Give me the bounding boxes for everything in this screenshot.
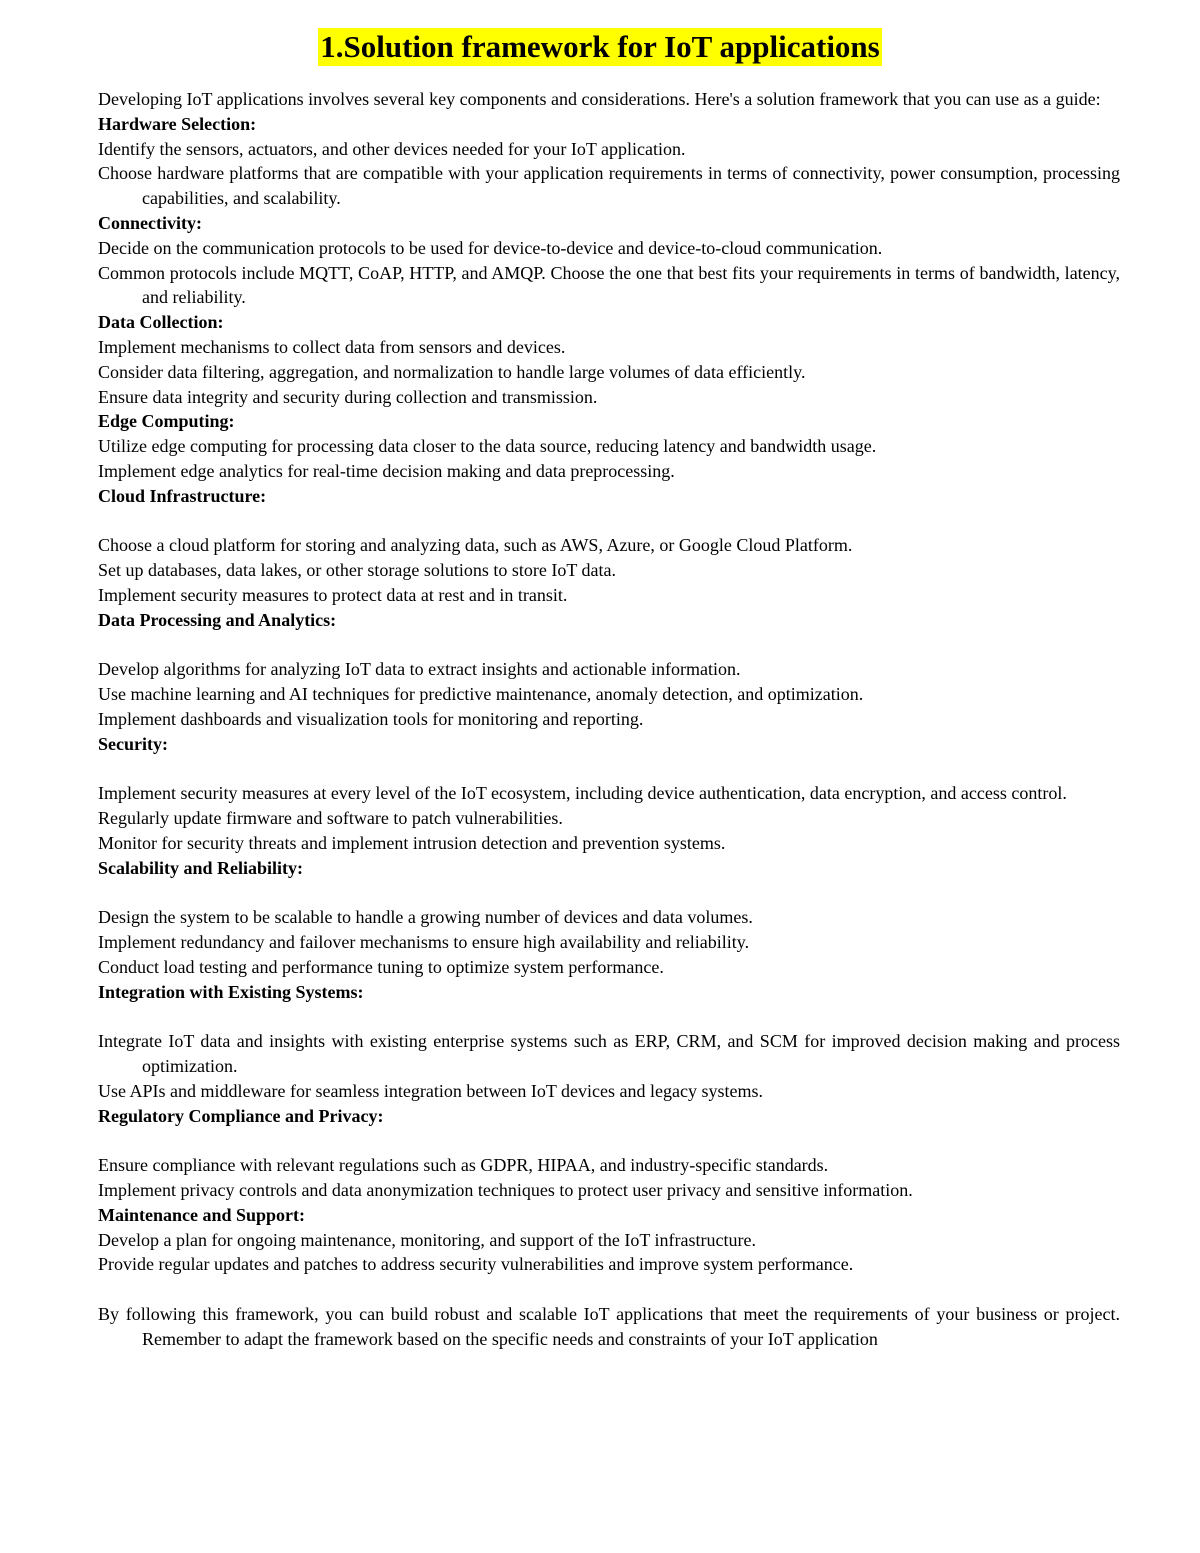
section-heading: Integration with Existing Systems: bbox=[98, 981, 364, 1002]
conclusion-paragraph: By following this framework, you can build robust and scalable IoT applications that meet the requirements of your business or project. Remember to adapt the framework based on the specific needs and constraints of your IoT application bbox=[98, 1304, 1120, 1349]
document-body bbox=[98, 87, 1120, 1352]
section-line: Regularly update firmware and software to patch vulnerabilities. bbox=[98, 808, 563, 829]
blank-line bbox=[98, 633, 1120, 658]
section-line: Design the system to be scalable to handle a growing number of devices and data volumes. bbox=[98, 907, 753, 928]
section-heading: Regulatory Compliance and Privacy: bbox=[98, 1105, 384, 1126]
section-line: Integrate IoT data and insights with existing enterprise systems such as ERP, CRM, and SCM for improved decision making and process optimization. bbox=[98, 1031, 1120, 1077]
section-line: Identify the sensors, actuators, and other devices needed for your IoT application. bbox=[98, 138, 686, 159]
section-line: Implement security measures at every level of the IoT ecosystem, including device authentication, data encryption, and access control. bbox=[98, 783, 1067, 804]
section-heading: Data Processing and Analytics: bbox=[98, 609, 337, 630]
section-line: Implement edge analytics for real-time decision making and data preprocessing. bbox=[98, 460, 675, 481]
blank-line bbox=[98, 1004, 1120, 1029]
section-heading: Connectivity: bbox=[98, 212, 202, 233]
section-line: Conduct load testing and performance tuning to optimize system performance. bbox=[98, 956, 664, 977]
section-line: Choose a cloud platform for storing and analyzing data, such as AWS, Azure, or Google Cloud Platform. bbox=[98, 535, 853, 556]
section-line: Provide regular updates and patches to address security vulnerabilities and improve system performance. bbox=[98, 1254, 854, 1275]
section-line: Implement dashboards and visualization tools for monitoring and reporting. bbox=[98, 708, 644, 729]
section-line: Implement security measures to protect data at rest and in transit. bbox=[98, 584, 568, 605]
section-heading: Edge Computing: bbox=[98, 411, 235, 432]
section-heading: Hardware Selection: bbox=[98, 113, 257, 134]
page-title-container bbox=[0, 28, 1200, 66]
blank-line bbox=[98, 509, 1120, 534]
section-line: Implement redundancy and failover mechanisms to ensure high availability and reliability. bbox=[98, 932, 750, 953]
section-line: Set up databases, data lakes, or other storage solutions to store IoT data. bbox=[98, 560, 617, 581]
section-line: Use machine learning and AI techniques for predictive maintenance, anomaly detection, and optimization. bbox=[98, 684, 864, 705]
section-heading: Scalability and Reliability: bbox=[98, 857, 304, 878]
section-line: Ensure compliance with relevant regulations such as GDPR, HIPAA, and industry-specific standards. bbox=[98, 1155, 829, 1176]
section-heading: Data Collection: bbox=[98, 312, 224, 333]
section-line: Implement privacy controls and data anonymization techniques to protect user privacy and sensitive information. bbox=[98, 1180, 913, 1201]
blank-line bbox=[98, 881, 1120, 906]
section-line: Monitor for security threats and implement intrusion detection and prevention systems. bbox=[98, 832, 726, 853]
sections-container bbox=[98, 112, 1120, 1277]
section-line: Use APIs and middleware for seamless integration between IoT devices and legacy systems. bbox=[98, 1080, 763, 1101]
section-line: Common protocols include MQTT, CoAP, HTTP, and AMQP. Choose the one that best fits your requirements in terms of bandwidth, latency, and reliability. bbox=[98, 262, 1120, 308]
section-line: Choose hardware platforms that are compatible with your application requirements in terms of connectivity, power consumption, processing capabilities, and scalability. bbox=[98, 163, 1120, 209]
page-title: 1.Solution framework for IoT applications bbox=[320, 29, 880, 64]
section-heading: Cloud Infrastructure: bbox=[98, 485, 267, 506]
section-line: Decide on the communication protocols to be used for device-to-device and device-to-cloud communication. bbox=[98, 237, 883, 258]
blank-line bbox=[98, 757, 1120, 782]
intro-paragraph: Developing IoT applications involves several key components and considerations. Here's a solution framework that you can use as a guide: bbox=[98, 89, 1101, 109]
section-line: Implement mechanisms to collect data from sensors and devices. bbox=[98, 336, 566, 357]
section-line: Consider data filtering, aggregation, and normalization to handle large volumes of data efficiently. bbox=[98, 361, 806, 382]
section-line: Develop algorithms for analyzing IoT data to extract insights and actionable information. bbox=[98, 659, 741, 680]
section-line: Utilize edge computing for processing data closer to the data source, reducing latency and bandwidth usage. bbox=[98, 436, 877, 457]
section-line: Ensure data integrity and security during collection and transmission. bbox=[98, 386, 598, 407]
section-line: Develop a plan for ongoing maintenance, monitoring, and support of the IoT infrastructure. bbox=[98, 1229, 756, 1250]
section-heading: Maintenance and Support: bbox=[98, 1204, 306, 1225]
blank-line bbox=[98, 1277, 1120, 1302]
blank-line bbox=[98, 1128, 1120, 1153]
section-heading: Security: bbox=[98, 733, 168, 754]
